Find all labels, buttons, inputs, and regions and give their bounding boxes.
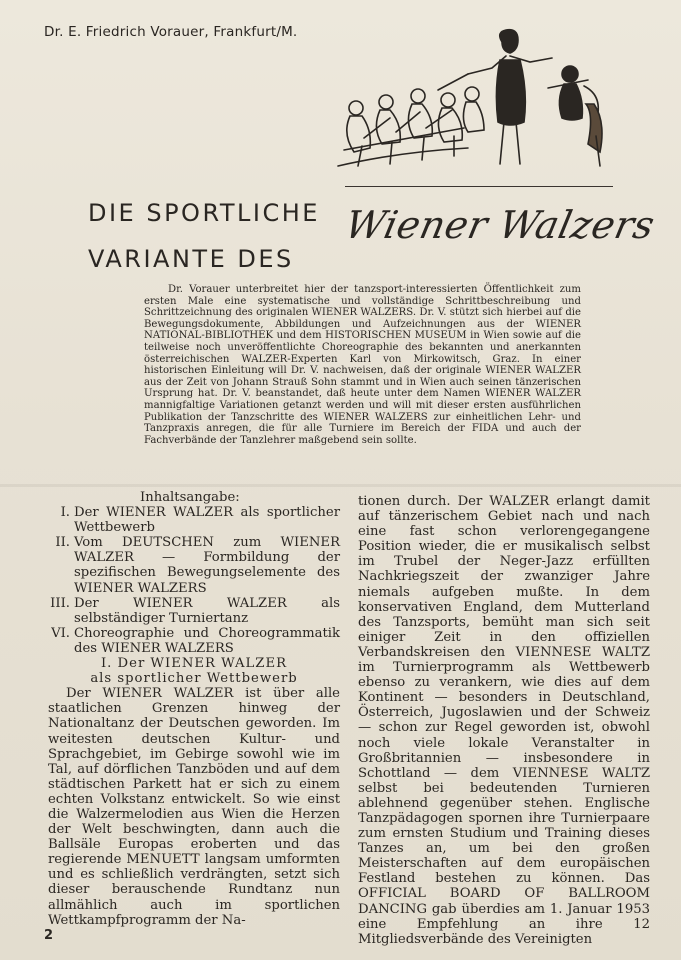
section-1-text: Der WIENER WALZER ist über alle staatlichen Grenzen hinweg der Nationaltanz der Deutschen geworden. Im weitesten deutschen Kultur- und Sprachgebiet, im Gebirge sowohl wie im Tal, auf dörflichen Tanzböden und auf dem städtischen Parkett hat er sich zu einem echten Volkstanz entwickelt. So wie einst die Walzermelodien aus Wien die Herzen der Welt beschwingten, dann auch die Ballsäle Europas eroberten und das regierende MENUETT langsam umformten und es schließlich verdrängten, setzt sich dieser berauschende Rundtanz nun allmählich auch im sportlichen Wettkampfprogramm der Na- xyxy=(48,686,340,928)
section-heading-1: I. Der WIENER WALZER xyxy=(100,656,288,672)
orchestra-conductor-drawing-icon xyxy=(334,26,624,176)
title-rule xyxy=(345,186,613,187)
toc-item: I. Der WIENER WALZER als sportlicher Wettbewerb xyxy=(60,505,340,536)
intro-paragraph: Dr. Vorauer unterbreitet hier der tanzsport-interessierten Öffentlichkeit zum ersten Male eine systematische und vollständige Schrittbeschreibung und Schrittzeichnung des originalen WIENER WALZERS. Dr. V. stützt sich hierbei auf die Bewegungsdokumente, Abbildungen und Aufzeichnungen aus der WIENER NATIONAL-BIBLIOTHEK und dem HISTORISCHEN MUSEUM in Wien sowie auf die teilweise noch unveröffentlichte Choreographie des bekannten und anerkannten österreichischen WALZER-Experten Karl von Mirkowitsch, Graz. In einer historischen Einleitung will Dr. V. nachweisen, daß der originale WIENER WALZER aus der Zeit von Johann Strauß Sohn stammt und in Wien auch seinen tänzerischen Ursprung hat. Dr. V. beanstandet, daß heute unter dem Namen WIENER WALZER mannigfaltige Variationen getanzt werden und will mit dieser ersten ausführlichen Publikation der Tanzschritte des WIENER WALZERS zur einheitlichen Lehr- und Tanzpraxis anregen, die für alle Turniere im Bereich der FIDA und auch der Fachverbände der Tanzlehrer maßgebend sein sollte. xyxy=(144,284,581,446)
right-column-text: tionen durch. Der WALZER erlangt damit auf tänzerischem Gebiet nach und nach eine fast schon verlorengegangene Position wieder, die er musikalisch selbst im Trubel der Neger-Jazz erfüllten Nachkriegszeit der zwanziger Jahre niemals aufgeben mußte. In dem konservativen England, dem Mutterland des Tanzsports, bemüht man sich seit einiger Zeit in den offiziellen Verbandskreisen den VIENNESE WALTZ im Turnierprogramm als Wettbewerb ebenso zu verankern, wie dies auf dem Kontinent — besonders in Deutschland, Österreich, Jugoslawien und der Schweiz — schon zur Regel geworden ist, obwohl noch viele lokale Veranstalter in Großbritannien — insbesondere in Schottland — dem VIENNESE WALTZ selbst bei bedeutenden Turnieren ablehnend gegenüber stehen. Englische Tanzpädagogen spornen ihre Turnierpaare zum ernsten Studium und Training dieses Tanzes an, um bei den großen Meisterschaften auf dem europäischen Festland bestehen zu können. Das OFFICIAL BOARD OF BALLROOM DANCING gab überdies am 1. Januar 1953 eine Empfehlung an ihre 12 Mitgliedsverbände des Vereinigten xyxy=(358,494,650,947)
title-script: Wiener Walzers xyxy=(341,203,659,247)
article-title xyxy=(88,190,320,282)
toc-item: III. Der WIENER WALZER als selbständiger Turniertanz xyxy=(50,595,340,626)
toc-item: VI. Choreographie und Choreogrammatik des WIENER WALZERS xyxy=(51,625,340,656)
page-number: 2 xyxy=(44,928,54,943)
toc-item: II. Vom DEUTSCHEN zum WIENER WALZER — Formbildung der spezifischen Bewegungselemente des WIENER WALZERS xyxy=(55,535,340,596)
section-heading-2: als sportlicher Wettbewerb xyxy=(90,671,298,687)
toc-heading: Inhaltsangabe: xyxy=(140,490,240,505)
author-line: Dr. E. Friedrich Vorauer, Frankfurt/M. xyxy=(44,24,298,40)
left-column xyxy=(48,490,340,928)
title-line-2: VARIANTE DES xyxy=(88,245,294,273)
page-fold xyxy=(0,484,681,487)
title-line-1: DIE SPORTLICHE xyxy=(88,199,320,227)
table-of-contents xyxy=(48,505,340,656)
